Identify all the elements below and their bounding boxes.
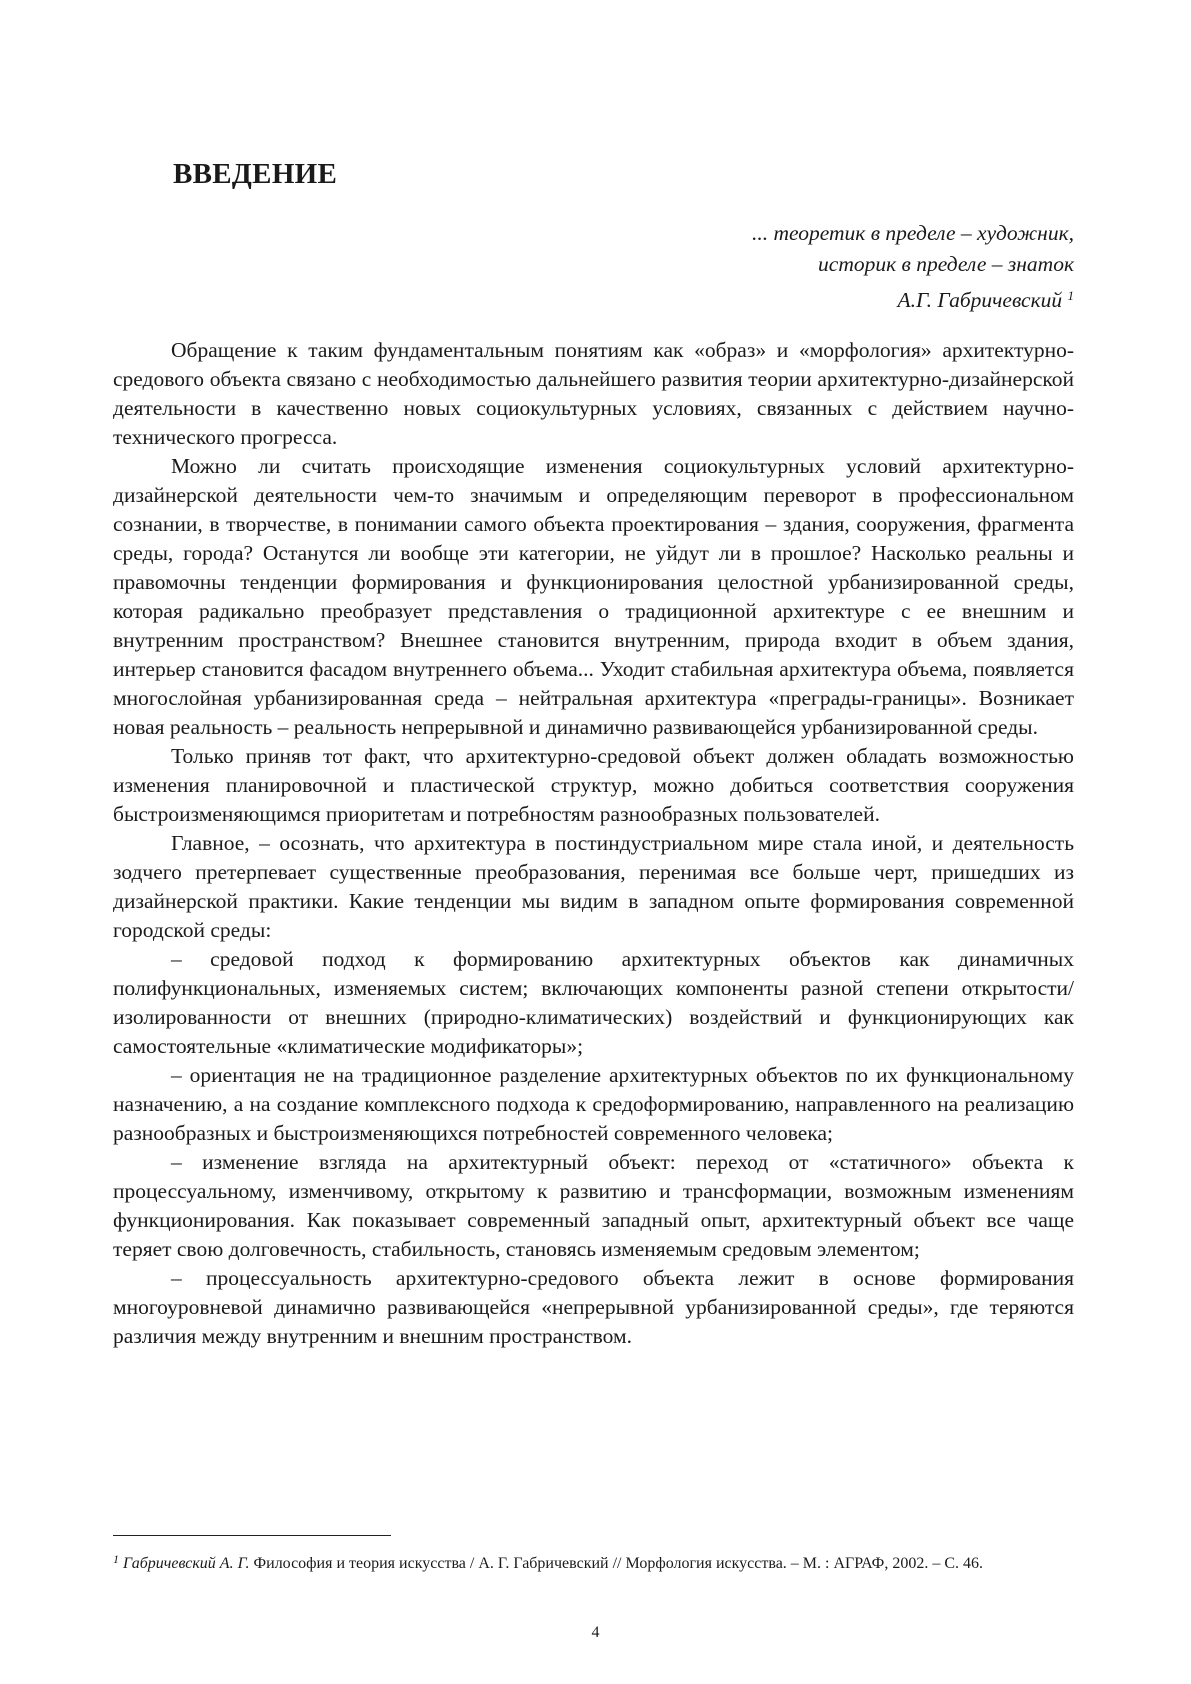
- paragraph: Только приняв тот факт, что архитектурно-средовой объект должен обладать возможностью изменения планировочной и пластической структур, можно добиться соответствия сооружения быстроизменяющимся приоритетам и потребностям разнообразных пользователей.: [113, 744, 1074, 826]
- list-item: – процессуальность архитектурно-средового объекта лежит в основе формирования многоуровневой динамично развивающейся «непрерывной урбанизированной среды», где теряются различия между внутренним и внешним пространством.: [113, 1266, 1074, 1348]
- epigraph: [752, 218, 1074, 316]
- footnote: [113, 1548, 1074, 1575]
- list-item: – изменение взгляда на архитектурный объект: переход от «статичного» объекта к процессуальному, изменчивому, открытому к развитию и трансформации, возможным изменениям функционирования. Как показывает современный западный опыт, архитектурный объект все чаще теряет свою долговечность, стабильность, становясь изменяемым средовым элементом;: [113, 1150, 1074, 1261]
- paragraph: Обращение к таким фундаментальным понятиям как «образ» и «морфология» архитектурно-средового объекта связано с необходимостью дальнейшего развития теории архитектурно-дизайнерской деятельности в качественно новых социокультурных условиях, связанных с действием научно-технического прогресса.: [113, 338, 1074, 449]
- epigraph-author-name: А.Г. Габричевский: [897, 288, 1063, 312]
- page-number: 4: [591, 1624, 600, 1641]
- paragraph: Главное, – осознать, что архитектура в постиндустриальном мире стала иной, и деятельность зодчего претерпевает существенные преобразования, перенимая все больше черт, пришедших из дизайнерской практики. Какие тенденции мы видим в западном опыте формирования современной городской среды:: [113, 831, 1074, 942]
- epigraph-author: [752, 280, 1074, 316]
- body-text: [113, 336, 1074, 1351]
- list-item: – средовой подход к формированию архитектурных объектов как динамичных полифункциональных, изменяемых систем; включающих компоненты разной степени открытости/ изолированности от внешних (природно-климатических) воздействий и функционирующих как самостоятельные «климатические модификаторы»;: [113, 947, 1074, 1058]
- epigraph-line-1: ... теоретик в пределе – художник,: [751, 221, 1074, 245]
- section-heading: ВВЕДЕНИЕ: [173, 158, 338, 190]
- epigraph-line-2: историк в пределе – знаток: [818, 252, 1074, 276]
- paragraph: Можно ли считать происходящие изменения социокультурных условий архитектурно-дизайнерской деятельности чем-то значимым и определяющим переворот в профессиональном сознании, в творчестве, в понимании самого объекта проектирования – здания, сооружения, фрагмента среды, города? Останутся ли вообще эти категории, не уйдут ли в прошлое? Насколько реальны и правомочны тенденции формирования и функционирования целостной урбанизированной среды, которая радикально преобразует представления о традиционной архитектуре с ее внешним и внутренним пространством? Внешнее становится внутренним, природа входит в объем здания, интерьер становится фасадом внутреннего объема... Уходит стабильная архитектура объема, появляется многослойная урбанизированная среда – нейтральная архитектура «преграды-границы». Возникает новая реальность – реальность непрерывной и динамично развивающейся урбанизированной среды.: [113, 454, 1074, 739]
- footnote-separator: [113, 1535, 391, 1536]
- footnote-reference[interactable]: 1: [1067, 288, 1074, 303]
- footnote-author: Габричевский А. Г.: [123, 1555, 250, 1572]
- list-item: – ориентация не на традиционное разделение архитектурных объектов по их функциональному назначению, а на создание комплексного подхода к средоформированию, направленного на реализацию разнообразных и быстроизменяющихся потребностей современного человека;: [113, 1063, 1074, 1145]
- footnote-mark: 1: [113, 1552, 119, 1566]
- footnote-text: Философия и теория искусства / А. Г. Габричевский // Морфология искусства. – М. : АГРАФ, 2002. – С. 46.: [253, 1555, 983, 1572]
